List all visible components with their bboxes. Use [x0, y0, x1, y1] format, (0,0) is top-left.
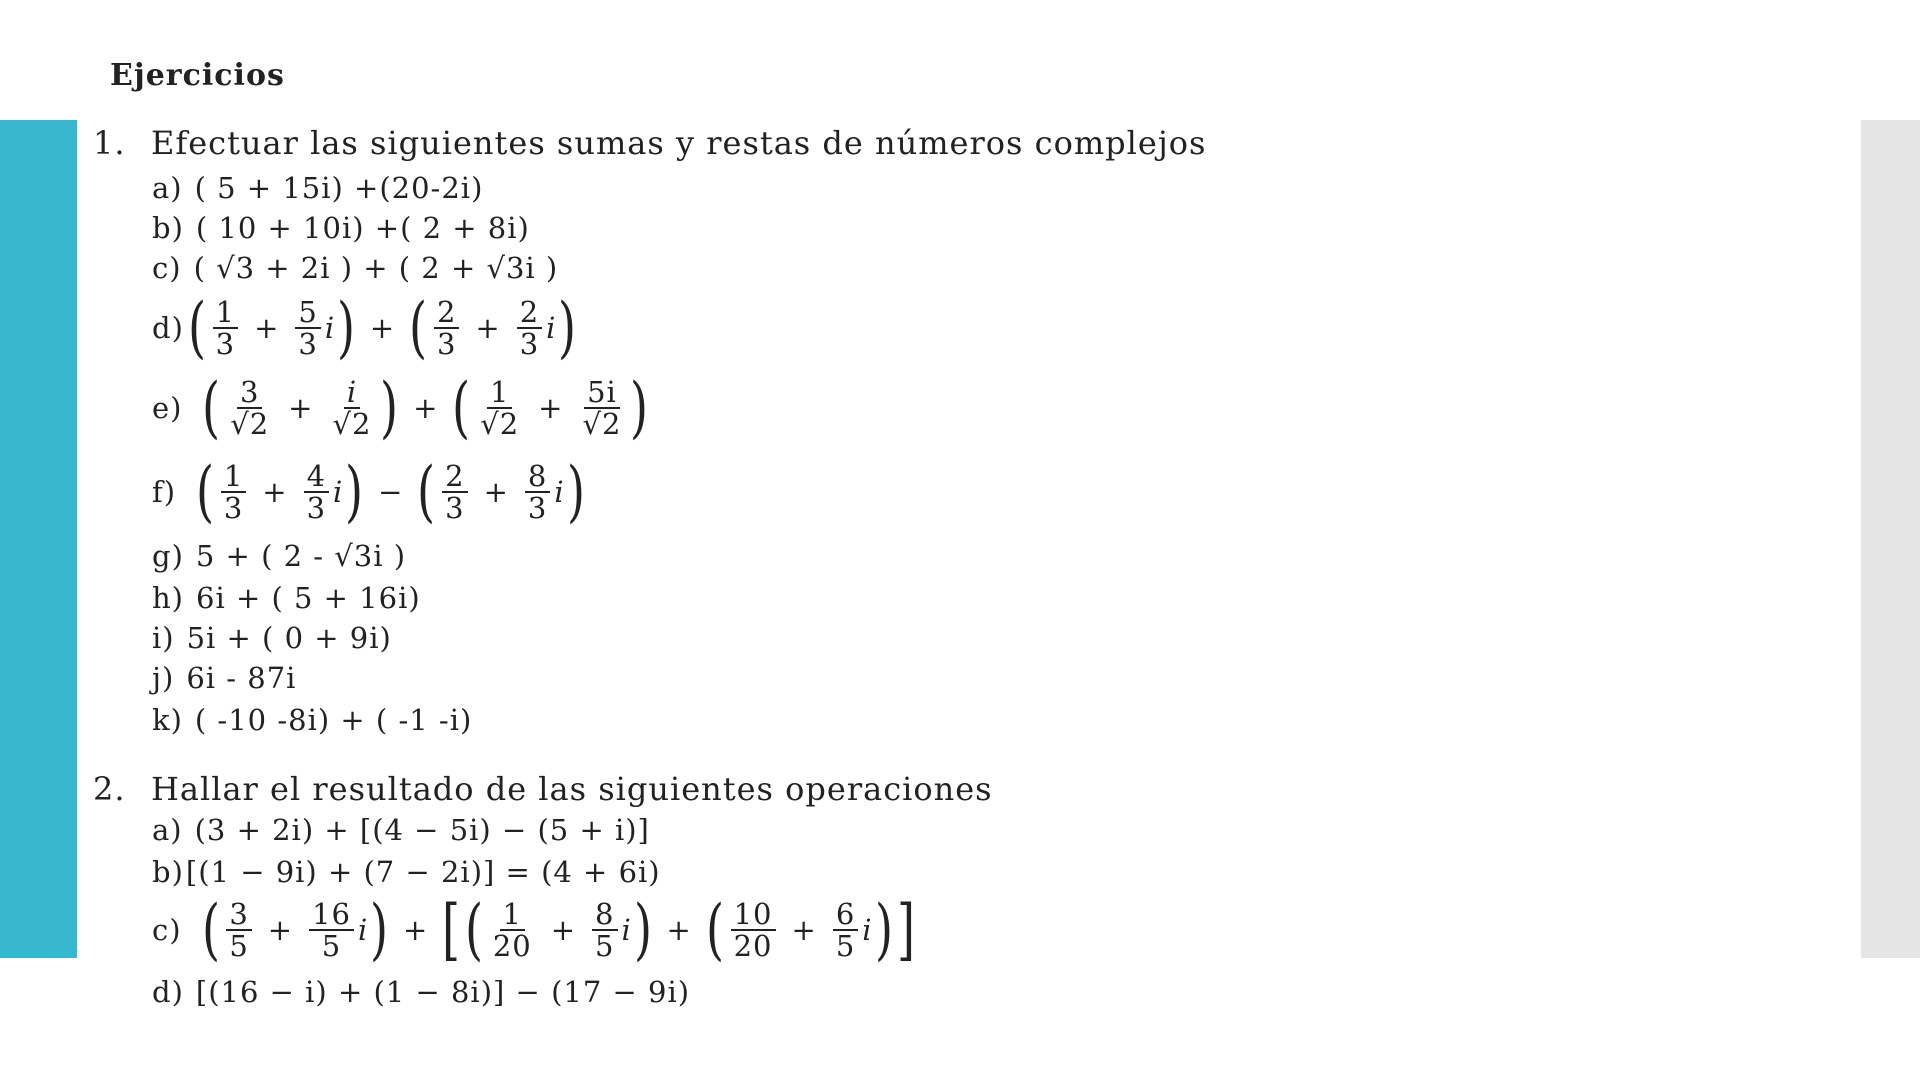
- exercise-1i: [152, 618, 392, 658]
- left-paren: (: [465, 891, 484, 968]
- item-expression: ( √3 + 2i ) + ( 2 + √3i ): [193, 251, 559, 285]
- item-label: c): [152, 913, 182, 947]
- item-label: e): [152, 391, 183, 425]
- left-paren: (: [705, 891, 725, 968]
- item-label: g): [152, 539, 184, 573]
- item-expression: 6i + ( 5 + 16i): [196, 581, 421, 615]
- fraction: $\frac{2}{3}$: [442, 461, 467, 524]
- right-paren: ): [558, 289, 578, 366]
- exercise-1b: [152, 208, 530, 248]
- section-2-number: 2.: [93, 770, 126, 808]
- fraction: $\frac{6}{5}$: [833, 899, 858, 962]
- fraction: $\frac{3}{5}$: [226, 899, 251, 962]
- exercise-2d: [152, 972, 690, 1012]
- left-paren: (: [187, 289, 207, 366]
- fraction: $\frac{8}{3}$: [525, 461, 550, 524]
- right-paren: ): [345, 453, 365, 530]
- exercise-1k: [152, 700, 472, 740]
- right-paren: ): [874, 891, 894, 968]
- exercise-1a: [152, 168, 483, 208]
- item-expression: ( 5 + 15i) +(20-2i): [194, 171, 484, 205]
- left-paren: (: [202, 369, 222, 446]
- left-paren: (: [409, 289, 428, 366]
- right-paren: ): [633, 891, 653, 968]
- exercise-1c: [152, 248, 558, 288]
- left-paren: (: [452, 369, 472, 446]
- item-expression: [(16 − i) + (1 − 8i)] − (17 − 9i): [195, 975, 691, 1009]
- item-label: k): [152, 703, 183, 737]
- exercise-1e: e) ( $\frac{3}{√2}$ + $\frac{i}{√2}$ ) + ( $\frac{1}{√2}$ + $\frac{5i}{√2}$ ): [152, 369, 650, 446]
- section-1-title: [93, 124, 1206, 162]
- item-label: a): [152, 171, 183, 205]
- left-paren: (: [196, 453, 215, 530]
- section-1-number: 1.: [93, 124, 126, 162]
- fraction: $\frac{1}{3}$: [221, 461, 246, 524]
- exercise-2c: c) ( $\frac{3}{5}$ + $\frac{16}{5}$ i ) + [ ( $\frac{1}{20}$ + $\frac{8}{5}$ i ) + ( $\frac{10}{20}$ + $\frac{6}{5}$ i ) ]: [152, 891, 917, 968]
- fraction: $\frac{i}{√2}$: [332, 374, 372, 441]
- item-expression: 6i - 87i: [186, 661, 297, 695]
- fraction: $\frac{16}{5}$: [309, 899, 354, 962]
- right-paren: ): [630, 369, 650, 446]
- right-paren: ): [566, 453, 586, 530]
- exercise-1h: [152, 578, 421, 618]
- section-2-text: Hallar el resultado de las siguientes operaciones: [151, 770, 993, 808]
- right-paren: ): [370, 891, 390, 968]
- exercise-1f: f) ( $\frac{1}{3}$ + $\frac{4}{3}$ i ) − ( $\frac{2}{3}$ + $\frac{8}{3}$ i ): [152, 453, 586, 530]
- item-label: i): [152, 621, 175, 655]
- item-expression: ( -10 -8i) + ( -1 -i): [194, 703, 473, 737]
- section-1-text: Efectuar las siguientes sumas y restas de números complejos: [151, 124, 1207, 162]
- item-label: d): [152, 975, 184, 1009]
- item-expression: 5 + ( 2 - √3i ): [195, 539, 407, 573]
- right-side-bar: [1861, 120, 1920, 958]
- fraction: $\frac{3}{√2}$: [230, 374, 270, 441]
- fraction: $\frac{5i}{√2}$: [582, 374, 622, 441]
- fraction: $\frac{1}{√2}$: [480, 374, 520, 441]
- left-paren: (: [417, 453, 437, 530]
- item-expression: [(1 − 9i) + (7 − 2i)] = (4 + 6i): [185, 855, 661, 889]
- right-paren: ): [380, 369, 400, 446]
- right-bracket: ]: [897, 891, 917, 968]
- item-expression: ( 10 + 10i) +( 2 + 8i): [195, 211, 530, 245]
- left-bracket: [: [442, 891, 462, 968]
- fraction: $\frac{5}{3}$: [295, 297, 320, 360]
- fraction: $\frac{1}{20}$: [492, 896, 532, 963]
- item-label: a): [152, 813, 183, 847]
- exercise-1d: d) ( $\frac{1}{3}$ + $\frac{5}{3}$ i ) + ( $\frac{2}{3}$ + $\frac{2}{3}$ i ): [152, 289, 578, 366]
- item-label: h): [152, 581, 184, 615]
- fraction: $\frac{4}{3}$: [304, 461, 329, 524]
- fraction: $\frac{10}{20}$: [731, 899, 776, 962]
- exercise-1g: [152, 536, 406, 576]
- exercise-2b: [152, 852, 661, 892]
- section-2-title: [93, 770, 993, 808]
- exercise-1j: [152, 658, 296, 698]
- item-label: b): [152, 211, 184, 245]
- item-label: b): [152, 855, 184, 889]
- item-label: j): [152, 661, 175, 695]
- exercise-2a: [152, 810, 650, 850]
- item-expression: (3 + 2i) + [(4 − 5i) − (5 + i)]: [194, 813, 650, 847]
- left-accent-bar: [0, 120, 77, 958]
- fraction: $\frac{2}{3}$: [434, 297, 459, 360]
- item-label: f): [152, 475, 177, 509]
- fraction: $\frac{1}{3}$: [213, 297, 238, 360]
- fraction: $\frac{2}{3}$: [517, 297, 542, 360]
- right-paren: ): [337, 289, 356, 366]
- item-expression: 5i + ( 0 + 9i): [186, 621, 392, 655]
- fraction: $\frac{8}{5}$: [592, 899, 617, 962]
- left-paren: (: [201, 891, 221, 968]
- item-label: d): [152, 311, 184, 345]
- item-label: c): [152, 251, 182, 285]
- page-title: Ejercicios: [110, 58, 285, 93]
